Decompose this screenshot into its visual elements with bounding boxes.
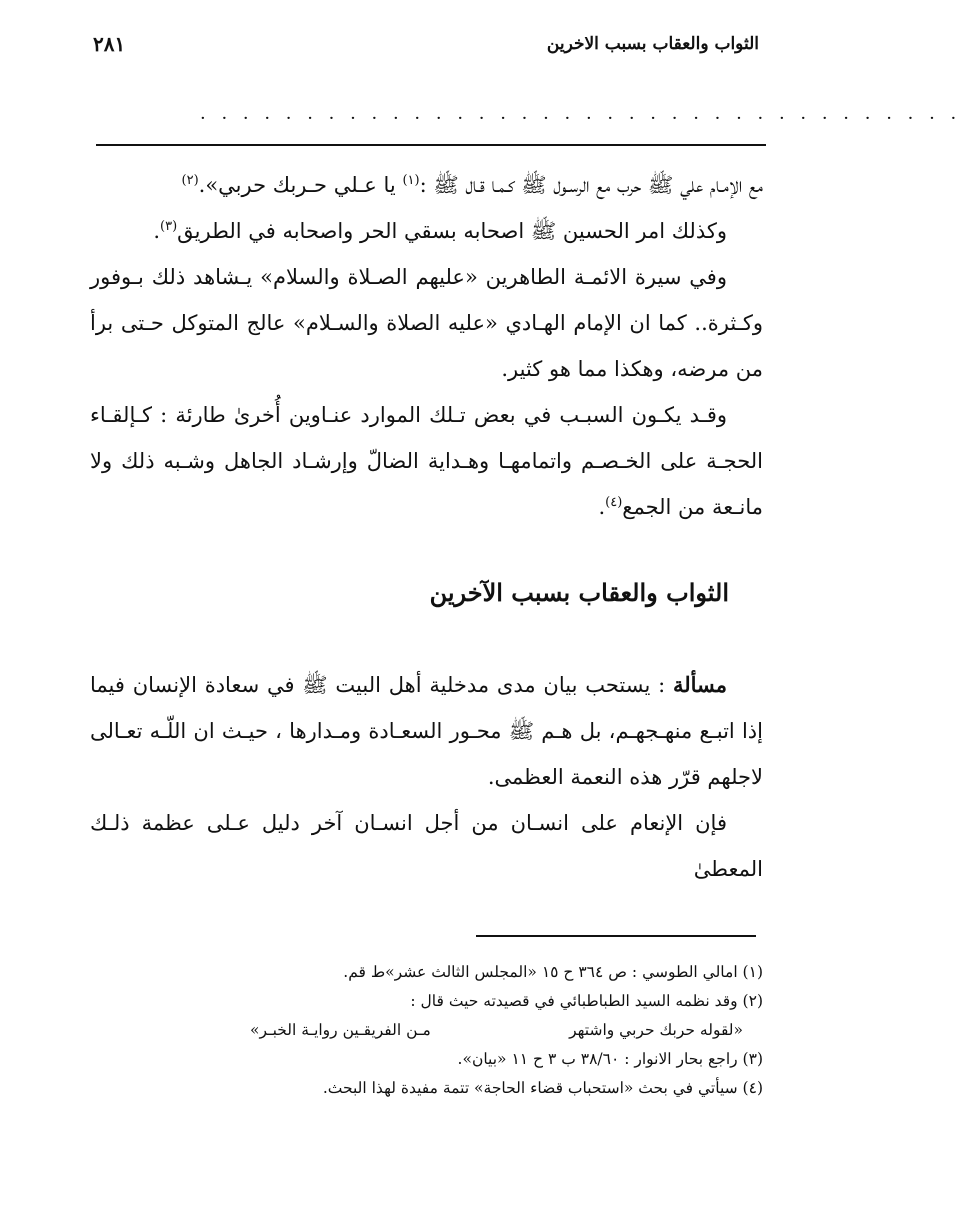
paragraph-5: مسألة : يستحب بيان مدى مدخلية أهل البيت ﷺ في سعادة الإنسان فيما إذا اتبـع منهـجهـم، بل هـم ﷺ محـور السعـادة ومـدارها ، حيـث ان اللّـه تعـالى لاجلهم قرّر هذه النعمة العظمى.: [90, 672, 763, 789]
footnotes: [110, 958, 763, 1103]
paragraph-2: وكذلك امر الحسين ﷺ اصحابه بسقي الحر واصحابه في الطريق$^{(٣)}$.: [153, 219, 727, 243]
dotted-separator: · · · · · · · · · · · · · · · · · · · · · · · · · · · · · · · · · · · ·: [200, 108, 961, 129]
issue-label: مسألة: [672, 672, 727, 697]
footnote-ref-2: (٢): [181, 173, 199, 188]
paragraph-3: وفي سيرة الائمـة الطاهرين «عليهم الصـلاة والسلام» يـشاهد ذلك بـوفور وكـثرة.. كما ان الإمام الهـادي «عليه الصلاة والسـلام» عالج المتوكل حـتى برأ من مرضه، وهكذا مما هو كثير.: [90, 265, 763, 381]
paragraph-1: مع الإمـام علي ﷺ حرب مع الرسـول ﷺ كـمـا قـال ﷺ :$^{(١)}$ يا عـلي حـربك حربي».$^{(٢)}$: [181, 173, 763, 197]
footnote-poem: [110, 1016, 763, 1045]
paragraph-4: وقـد يكـون السبـب في بعض تـلك الموارد عنـاوين أُخرىٰ طارئة : كـإلقـاء الحجـة على الخـصـم واتمامهـا وهـداية الضالّ وإرشـاد الجاهل وشـبه ذلك ولا مانـعة من الجمع$^{(٤)}$.: [90, 403, 763, 519]
footnote-3: (٣) راجع بحار الانوار : ٣٨/٦٠ ب ٣ ح ١١ «بيان».: [457, 1050, 763, 1068]
footnote-rule: [476, 935, 756, 937]
footnote-2: (٢) وقد نظمه السيد الطباطبائي في قصيدته حيث قال :: [410, 992, 763, 1010]
footnote-1: (١) امالي الطوسي : ص ٣٦٤ ح ١٥ «المجلس الثالث عشر»ط قم.: [343, 963, 763, 981]
poem-hemistich-1: «لقوله حربك حربي واشتهر: [569, 1021, 743, 1039]
header-rule: [96, 144, 766, 146]
footnote-ref-1: (١): [402, 173, 420, 188]
main-text: [90, 162, 763, 892]
page-number: ٢٨١: [93, 32, 126, 56]
running-title: الثواب والعقاب بسبب الاخرين: [546, 34, 759, 54]
poem-hemistich-2: مـن الفريقـين روايـة الخبـر»: [250, 1021, 431, 1039]
footnote-ref-3: (٣): [160, 219, 178, 234]
footnote-ref-4: (٤): [605, 495, 623, 510]
footnote-4: (٤) سيأتي في بحث «استحباب قضاء الحاجة» تتمة مفيدة لهذا البحث.: [322, 1079, 763, 1097]
paragraph-6: فإن الإنعام على انسـان من أجل انسـان آخر دليل عـلى عظمة ذلـك المعطىٰ: [90, 811, 763, 881]
section-title: الثواب والعقاب بسبب الآخرين: [429, 578, 729, 607]
